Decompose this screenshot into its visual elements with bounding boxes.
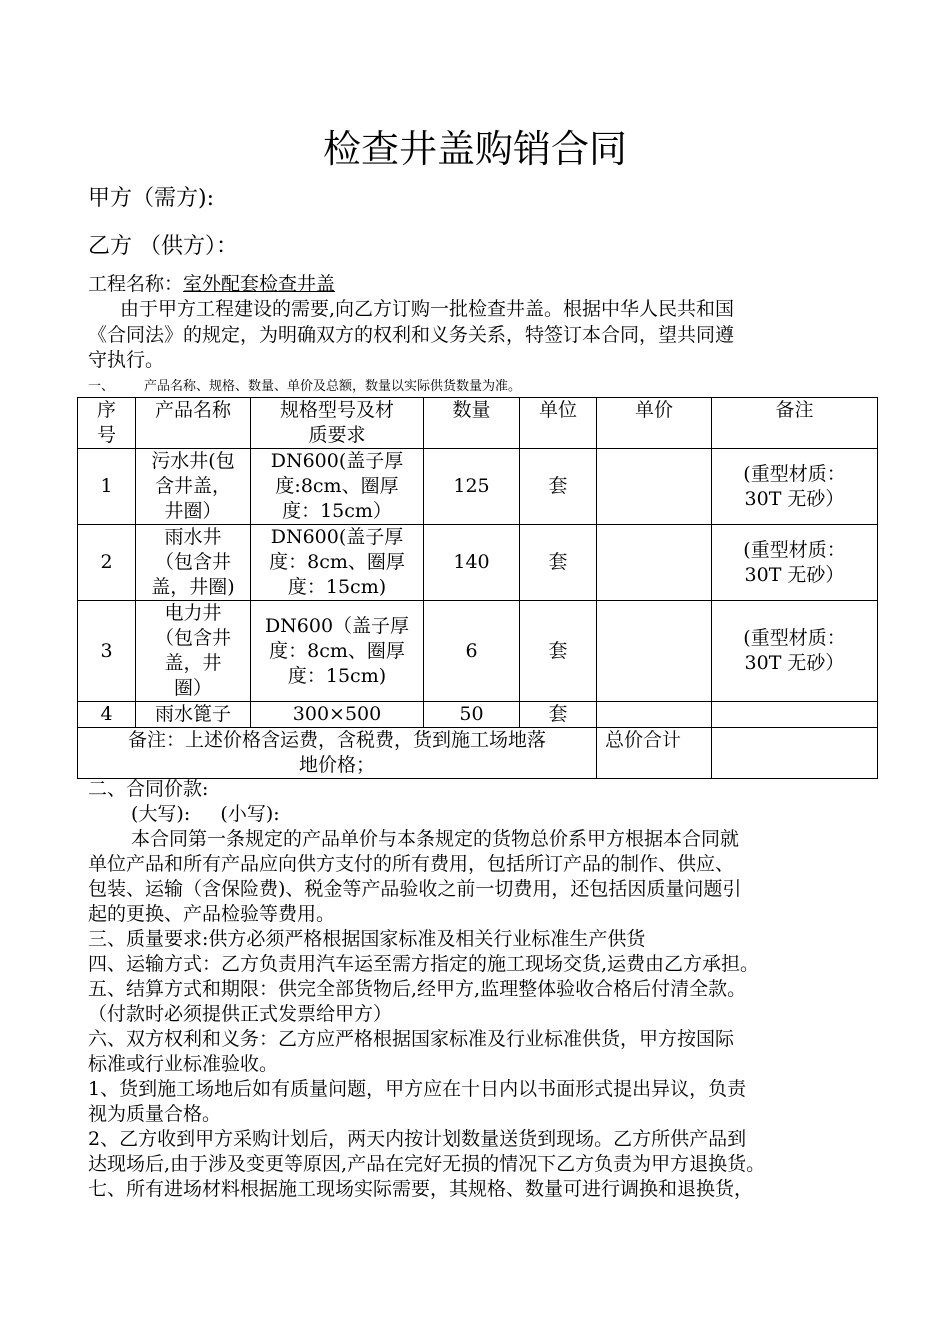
table-row [78, 702, 878, 728]
row-no: 4 [78, 702, 136, 728]
row-note [712, 702, 878, 728]
row-price [597, 525, 712, 601]
section-2-amounts: (大写): (小写): [131, 803, 280, 825]
row-qty: 125 [424, 449, 520, 525]
row-name: 污水井(包 含井盖， 井圈） [136, 449, 251, 525]
row-name: 雨水篦子 [136, 702, 251, 728]
project-line [88, 272, 335, 298]
row-unit: 套 [520, 449, 597, 525]
project-name: 室外配套检查井盖 [183, 273, 336, 295]
row-spec: 300×500 [251, 702, 424, 728]
section-1-heading [88, 378, 521, 396]
table-row [78, 601, 878, 702]
section-2-heading: 二、合同价款: [88, 778, 209, 800]
row-unit: 套 [520, 525, 597, 601]
table-row [78, 525, 878, 601]
table-remark: 备注：上述价格含运费，含税费，货到施工场地落 地价格； [78, 728, 597, 779]
section-2-para-4: 起的更换、产品检验等费用。 [88, 903, 336, 925]
party-b-label: 乙方 （供方）： [88, 234, 238, 259]
header-spec: 规格型号及材 质要求 [251, 398, 424, 449]
header-note: 备注 [712, 398, 878, 449]
row-qty: 50 [424, 702, 520, 728]
header-qty: 数量 [424, 398, 520, 449]
row-note: (重型材质： 30T 无砂） [712, 525, 878, 601]
section-2-para-2: 单位产品和所有产品应向供方支付的所有费用，包括所订产品的制作、供应、 [88, 853, 735, 875]
section-3: 三、质量要求:供方必须严格根据国家标准及相关行业标准生产供货 [88, 928, 646, 950]
table-footer-row [78, 728, 878, 779]
section-1-text: 产品名称、规格、数量、单价及总额，数量以实际供货数量为准。 [144, 379, 522, 394]
section-7: 七、所有进场材料根据施工现场实际需要，其规格、数量可进行调换和退换货， [88, 1178, 754, 1200]
row-no: 3 [78, 601, 136, 702]
section-5-line-2: （付款时必须提供正式发票给甲方） [88, 1003, 393, 1025]
product-table [77, 397, 878, 779]
section-6-line-2: 标准或行业标准验收。 [88, 1053, 279, 1075]
table-header-row [78, 398, 878, 449]
section-2-para-1: 本合同第一条规定的产品单价与本条规定的货物总价系甲方根据本合同就 [131, 828, 740, 850]
row-price [597, 702, 712, 728]
header-no: 序 号 [78, 398, 136, 449]
row-note: (重型材质： 30T 无砂） [712, 449, 878, 525]
intro-line-2: 《合同法》的规定，为明确双方的权利和义务关系，特签订本合同，望共同遵 [88, 324, 735, 346]
section-1-number: 一、 [88, 379, 115, 394]
table-row [78, 449, 878, 525]
item-2-line-2: 达现场后,由于涉及变更等原因,产品在完好无损的情况下乙方负责为甲方退换货。 [88, 1153, 766, 1175]
row-no: 2 [78, 525, 136, 601]
row-price [597, 601, 712, 702]
row-qty: 140 [424, 525, 520, 601]
item-2-line-1: 2、乙方收到甲方采购计划后，两天内按计划数量送货到现场。乙方所供产品到 [88, 1128, 747, 1150]
document-title: 检查井盖购销合同 [322, 127, 627, 171]
total-label: 总价合计 [597, 728, 712, 779]
item-1-line-1: 1、货到施工场地后如有质量问题，甲方应在十日内以书面形式提出异议，负责 [88, 1078, 747, 1100]
intro-line-3: 守执行。 [88, 349, 165, 371]
section-6-line-1: 六、双方权利和义务：乙方应严格根据国家标准及行业标准供货，甲方按国际 [88, 1028, 735, 1050]
item-1-line-2: 视为质量合格。 [88, 1103, 222, 1125]
row-name: 电力井 （包含井 盖，井 圈） [136, 601, 251, 702]
row-qty: 6 [424, 601, 520, 702]
row-no: 1 [78, 449, 136, 525]
row-unit: 套 [520, 702, 597, 728]
row-spec: DN600(盖子厚 度:8cm、圈厚 度：15cm） [251, 449, 424, 525]
row-unit: 套 [520, 601, 597, 702]
section-2-para-3: 包装、运输（含保险费)、税金等产品验收之前一切费用，还包括因质量问题引 [88, 878, 742, 900]
header-price: 单价 [597, 398, 712, 449]
section-4: 四、运输方式：乙方负责用汽车运至需方指定的施工现场交货,运费由乙方承担。 [88, 953, 760, 975]
row-price [597, 449, 712, 525]
row-note: (重型材质： 30T 无砂） [712, 601, 878, 702]
row-spec: DN600（盖子厚 度：8cm、圈厚 度：15cm) [251, 601, 424, 702]
section-5-line-1: 五、结算方式和期限：供完全部货物后,经甲方,监理整体验收合格后付清全款。 [88, 978, 747, 1000]
party-a-label: 甲方（需方): [88, 186, 214, 211]
header-name: 产品名称 [136, 398, 251, 449]
row-spec: DN600(盖子厚 度：8cm、圈厚 度：15cm) [251, 525, 424, 601]
row-name: 雨水井 （包含井 盖，井圈) [136, 525, 251, 601]
header-unit: 单位 [520, 398, 597, 449]
intro-line-1: 由于甲方工程建设的需要,向乙方订购一批检查井盖。根据中华人民共和国 [120, 298, 735, 320]
project-label: 工程名称： [88, 273, 184, 295]
total-value [712, 728, 878, 779]
